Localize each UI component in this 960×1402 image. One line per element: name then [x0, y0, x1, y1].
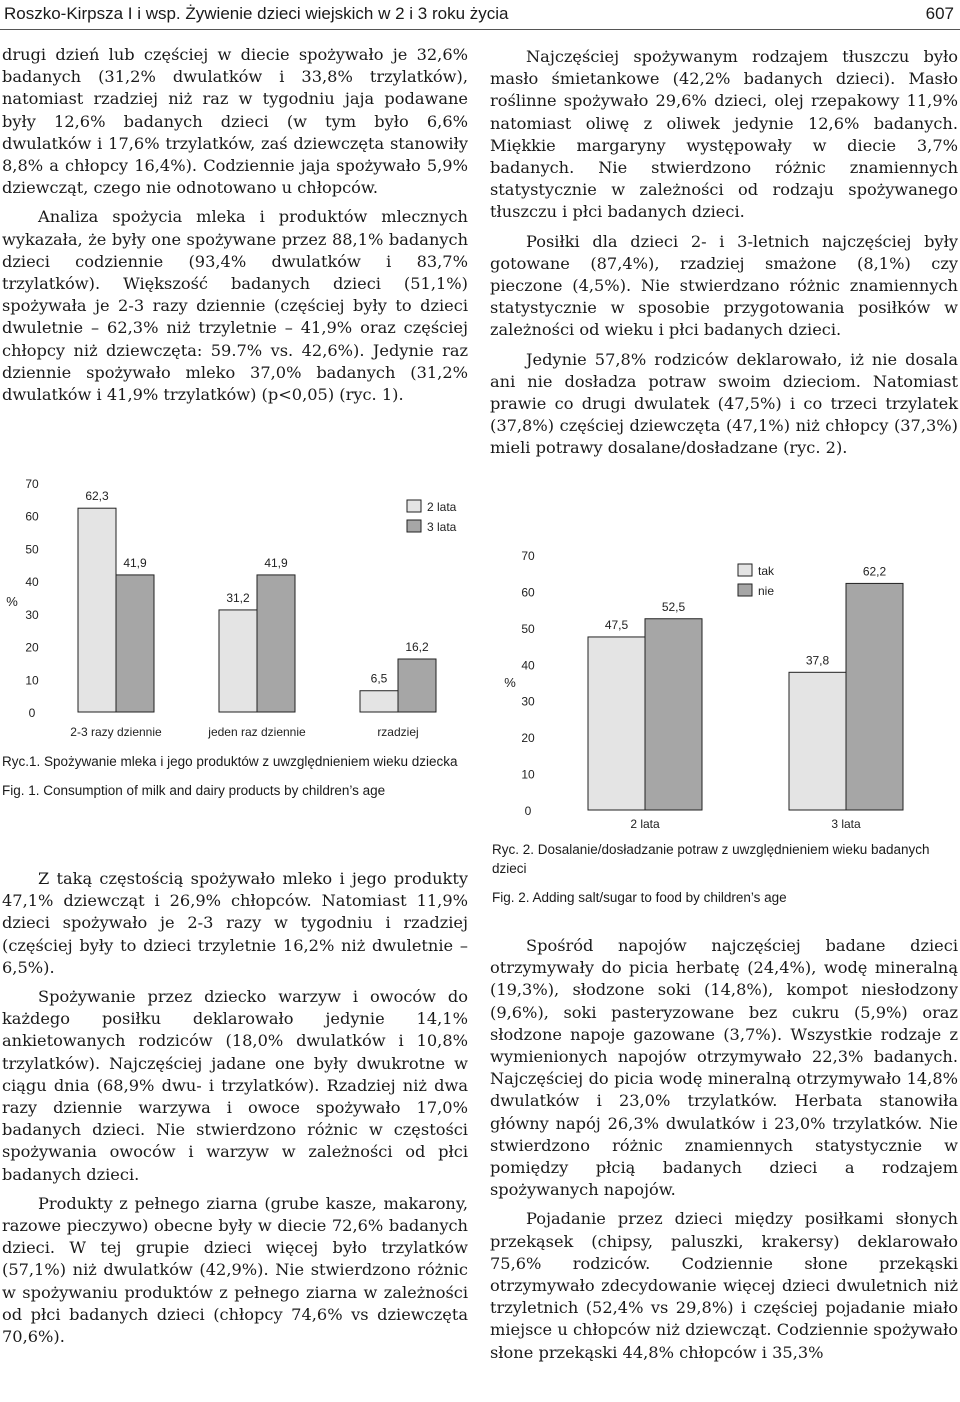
- y-tick-label: 10: [25, 673, 39, 688]
- caption-pl: Ryc. 2. Dosalanie/dosładzanie potraw z uwzględnieniem wieku badanych dzieci: [492, 842, 930, 876]
- data-label: 62,2: [862, 564, 887, 579]
- figure-2-caption: [492, 840, 958, 907]
- paragraph: drugi dzień lub częściej w diecie spożywało je 32,6% badanych (31,2% dwulatków i 33,8% trzylatków), natomiast rzadziej niż raz w tygodniu jaja podawane były 12,6% badanych dzieci (w tym było 6,6% dwulatków i 17,6% trzylatków, zaś dziewczęta stanowiły 8,8% a chłopcy 16,4%). Codziennie jaja spożywało 5,9% dziewcząt, czego nie odnotowano u chłopców.: [2, 45, 468, 198]
- page-number: 607: [925, 4, 954, 23]
- category-label: rzadziej: [377, 725, 419, 739]
- running-header: [0, 4, 960, 26]
- header-rule: [0, 29, 960, 30]
- bar: [398, 659, 436, 712]
- y-tick-label: 60: [521, 585, 535, 600]
- legend-swatch: [407, 500, 421, 512]
- paragraph: Spożywanie przez dziecko warzyw i owoców do każdego posiłku deklarowało jedynie 14,1% ankietowanych rodziców (18,0% dwulatków i 10,8% trzylatków). Najczęściej jadane one były dwukrotne w ciągu dnia (68,9% dwu- i trzylatków). Rzadziej niż dwa razy dziennie warzywa i owoce spożywało 17,0% badanych dzieci. Nie stwierdzono różnic w częstości spożywania owoców i warzyw w zależności od płci badanych dzieci.: [2, 987, 468, 1184]
- category-label: jeden raz dziennie: [208, 725, 306, 739]
- running-title: Roszko-Kirpsza I i wsp. Żywienie dzieci wiejskich w 2 i 3 roku życia: [4, 4, 509, 23]
- bar: [219, 610, 257, 712]
- data-label: 37,8: [805, 653, 830, 668]
- caption-pl: Ryc.1. Spożywanie mleka i jego produktów z uwzględnieniem wieku dziecka: [2, 754, 458, 769]
- bar: [789, 672, 846, 810]
- data-label: 41,9: [123, 555, 147, 570]
- paragraph: Spośród napojów najczęściej badane dzieci otrzymywały do picia herbatę (24,4%), wodę mineralną (19,3%), słodzone soki (14,8%), kompot niesłodzony (9,6%), soki pasteryzowane bez cukru (5,9%) oraz słodzone napoje gazowane (3,7%). Wszystkie rodzaje z wymienionych napojów otrzymywało 22,3% badanych. Najczęściej do picia wodę mineralną otrzymywało 14,8% dwulatków i 23,0% trzylatków. Herbata stanowiła główny napój 26,3% dwulatków i 23,0% trzylatków. Nie stwierdzono różnic znamiennych statystycznie w pomiędzy płcią badanych dzieci a rodzajem spożywanych napojów.: [490, 936, 958, 1200]
- y-tick-label: 30: [521, 694, 535, 709]
- y-tick-label: 20: [25, 640, 39, 655]
- left-column-bottom: [2, 868, 468, 1355]
- legend-label: tak: [758, 564, 775, 578]
- caption-en: Fig. 2. Adding salt/sugar to food by children’s age: [492, 890, 787, 905]
- y-tick-label: 30: [25, 607, 39, 622]
- figure-1-caption: [2, 752, 470, 800]
- data-label: 52,5: [661, 599, 686, 614]
- bar: [645, 619, 702, 810]
- right-column-top: [490, 46, 958, 467]
- right-column-bottom: [490, 935, 958, 1371]
- data-label: 6,5: [370, 671, 388, 686]
- bar: [360, 691, 398, 712]
- y-tick-label: 70: [521, 549, 535, 563]
- y-tick-label: 0: [28, 706, 36, 720]
- legend-swatch: [738, 584, 752, 596]
- figure-2-chart: [488, 545, 960, 835]
- category-label: 2 lata: [630, 817, 660, 831]
- left-column-top: [2, 44, 468, 413]
- y-tick-label: 0: [524, 804, 532, 818]
- bar: [588, 637, 645, 810]
- y-tick-label: 20: [521, 731, 535, 746]
- legend-swatch: [738, 564, 752, 576]
- paragraph: Jedynie 57,8% rodziców deklarowało, iż nie dosala ani nie dosładza potraw swoim dzieciom. Natomiast prawie co drugi dwulatek (47,5%) i co trzeci trzylatek (37,8%) częściej dziewczęta (47,1%) niż chłopcy (37,3%) mieli potrawy dosalane/dosładzane (ryc. 2).: [490, 349, 958, 458]
- paragraph: Posiłki dla dzieci 2- i 3-letnich najczęściej były gotowane (87,4%), rzadziej smażone (8,1%) czy pieczone (4,5%). Nie stwierdzano różnic znamiennych statystycznie w sposobie przygotowania posiłków w zależności od wieku i płci badanych dzieci.: [490, 231, 958, 340]
- y-tick-label: 50: [25, 542, 39, 557]
- paragraph: Pojadanie przez dzieci między posiłkami słonych przekąsek (chipsy, paluszki, krakersy) deklarowało 75,6% rodziców. Codziennie słone przekąski otrzymywało zdecydowanie więcej dzieci dwuletnich niż trzyletnich (52,4% vs 29,8%) i częściej pojadanie miało miejsce u chłopców niż dziewcząt. Codziennie spożywało słone przekąski 44,8% chłopców i 35,3%: [490, 1209, 958, 1362]
- figure-1-chart: [0, 470, 480, 750]
- y-tick-label: 60: [25, 509, 39, 524]
- bar: [257, 575, 295, 712]
- bar: [116, 575, 154, 712]
- data-label: 16,2: [405, 640, 429, 655]
- legend-label: 2 lata: [427, 500, 457, 514]
- y-tick-label: 10: [521, 767, 535, 782]
- y-tick-label: 40: [521, 658, 535, 673]
- bar: [78, 508, 116, 712]
- y-tick-label: 70: [25, 477, 39, 491]
- data-label: 31,2: [226, 590, 250, 605]
- caption-en: Fig. 1. Consumption of milk and dairy products by children’s age: [2, 783, 386, 798]
- data-label: 41,9: [264, 555, 288, 570]
- category-label: 2-3 razy dziennie: [70, 725, 162, 739]
- legend-label: nie: [758, 584, 775, 598]
- legend-label: 3 lata: [427, 520, 457, 534]
- paragraph: Z taką częstością spożywało mleko i jego produkty 47,1% dziewcząt i 26,9% chłopców. Natomiast 11,9% dzieci spożywało je 2-3 razy w tygodniu i rzadziej (częściej były to dzieci trzyletnie 16,2% niż dwuletnie – 6,5%).: [2, 869, 468, 977]
- bar: [846, 583, 903, 810]
- y-axis-label: %: [6, 594, 18, 609]
- legend-swatch: [407, 520, 421, 532]
- category-label: 3 lata: [831, 817, 861, 831]
- y-tick-label: 40: [25, 575, 39, 590]
- paragraph: Analiza spożycia mleka i produktów mlecznych wykazała, że były one spożywane przez 88,1% badanych dzieci codziennie (93,4% dwulatków i 83,7% trzylatków). Większość badanych dzieci (51,1%) spożywała je 2-3 razy dziennie (częściej były to dzieci dwuletnie – 62,3% niż trzyletnie – 41,9% oraz częściej chłopcy niż dziewczęta: 59.7% vs. 42,6%). Jedynie raz dziennie spożywało mleko 37,0% badanych (31,2% dwulatków i 41,9% trzylatków) (p<0,05) (ryc. 1).: [2, 207, 468, 405]
- paragraph: Najczęściej spożywanym rodzajem tłuszczu było masło śmietankowe (42,2% badanych dzieci). Masło roślinne spożywało 29,6% dzieci, olej rzepakowy 11,9% natomiast oliwę z oliwek jedynie 12,6% badanych. Miękkie margaryny występowały w diecie 3,7% badanych. Nie stwierdzono różnic znamiennych statystycznie w zależności od rodzaju spożywanego tłuszczu i płci badanych dzieci.: [490, 47, 958, 222]
- y-axis-label: %: [504, 675, 516, 690]
- data-label: 47,5: [604, 617, 629, 632]
- y-tick-label: 50: [521, 621, 535, 636]
- paragraph: Produkty z pełnego ziarna (grube kasze, makarony, razowe pieczywo) obecne były w diecie 72,6% badanych dzieci. W tej grupie dzieci więcej było trzylatków (57,1%) niż dwulatków (42,9%). Nie stwierdzono różnic w spożywaniu produktów z pełnego ziarna w zależności od płci badanych dzieci (chłopcy 74,6% vs dziewczęta 70,6%).: [2, 1193, 468, 1347]
- data-label: 62,3: [85, 489, 109, 504]
